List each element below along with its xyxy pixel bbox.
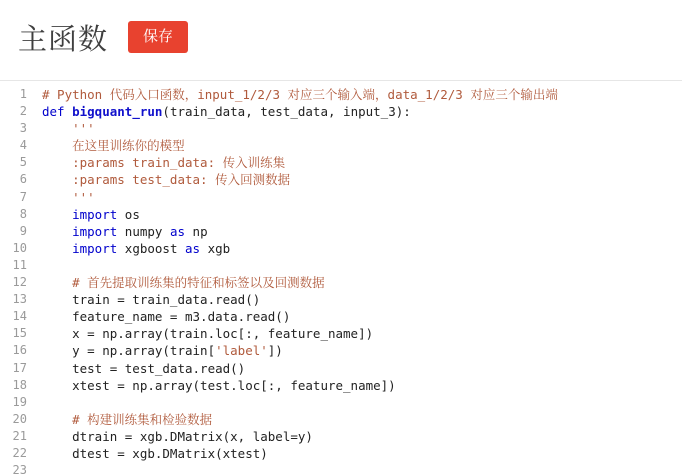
code-token: import — [72, 223, 118, 239]
line-number: 7 — [19, 189, 27, 204]
code-line[interactable] — [42, 308, 682, 325]
code-token: np — [185, 223, 208, 239]
code-line[interactable] — [42, 257, 682, 274]
code-line[interactable] — [42, 462, 682, 474]
line-number: 22 — [12, 445, 27, 460]
code-line[interactable] — [42, 103, 682, 120]
code-token: dtrain = xgb.DMatrix(x, label=y) — [42, 428, 313, 444]
line-number: 16 — [12, 343, 27, 358]
line-number: 14 — [12, 309, 27, 324]
code-line[interactable] — [42, 394, 682, 411]
code-token: ''' — [42, 121, 95, 137]
code-line[interactable] — [42, 342, 682, 359]
line-number: 1 — [19, 87, 27, 101]
code-line[interactable] — [42, 360, 682, 377]
line-number: 20 — [12, 411, 27, 426]
line-number: 10 — [12, 240, 27, 255]
code-line[interactable] — [42, 377, 682, 394]
line-number: 11 — [12, 257, 27, 272]
code-line[interactable] — [42, 206, 682, 223]
code-line[interactable] — [42, 154, 682, 171]
code-token: train = train_data.read() — [42, 292, 261, 308]
code-token: feature_name = m3.data.read() — [42, 309, 291, 325]
code-line[interactable] — [42, 189, 682, 206]
line-number: 13 — [12, 292, 27, 307]
code-area[interactable] — [0, 81, 682, 474]
line-number: 21 — [12, 428, 27, 443]
code-token: import — [72, 206, 118, 222]
code-token: xtest = np.array(test.loc[:, feature_name]) — [42, 377, 396, 393]
code-token — [42, 207, 72, 222]
code-token: 'label' — [215, 343, 268, 359]
code-token: :params train_data: 传入训练集 — [42, 155, 286, 171]
code-token: def — [42, 104, 73, 120]
line-number: 18 — [12, 377, 27, 392]
code-line[interactable] — [42, 223, 682, 240]
code-line[interactable] — [42, 137, 682, 154]
code-line[interactable] — [42, 291, 682, 308]
page-header — [0, 0, 682, 72]
code-content[interactable] — [34, 81, 682, 474]
code-token: y = np.array(train[ — [42, 343, 216, 359]
code-token: ]) — [267, 343, 283, 359]
code-token: # Python 代码入口函数，input_1/2/3 对应三个输入端，data_1/2/3 对应三个输出端 — [42, 87, 558, 102]
code-token: os — [117, 206, 140, 222]
code-token: :params test_data: 传入回测数据 — [42, 172, 291, 188]
code-token: test = test_data.read() — [42, 360, 246, 376]
line-number: 2 — [19, 104, 27, 119]
line-number: 19 — [12, 394, 27, 409]
line-number: 15 — [12, 326, 27, 341]
code-token — [42, 241, 72, 256]
code-line[interactable] — [42, 171, 682, 188]
line-number: 9 — [19, 223, 27, 238]
page-title: 主函数 — [18, 21, 109, 56]
code-token: import — [72, 240, 118, 256]
code-token: # 首先提取训练集的特征和标签以及回测数据 — [42, 275, 325, 291]
code-token: xgboost — [117, 240, 185, 256]
code-token: numpy — [117, 223, 170, 239]
code-line[interactable] — [42, 120, 682, 137]
code-token: as — [169, 223, 186, 239]
code-token: (train_data, test_data, input_3): — [162, 104, 411, 120]
code-line[interactable] — [42, 274, 682, 291]
line-number-gutter — [0, 81, 34, 474]
line-number: 12 — [12, 275, 27, 290]
code-line[interactable] — [42, 428, 682, 445]
code-token: ''' — [42, 189, 95, 205]
code-token: bigquant_run — [72, 104, 163, 120]
line-number: 3 — [19, 121, 27, 136]
line-number: 5 — [19, 155, 27, 170]
code-token: xgb — [200, 240, 231, 256]
line-number: 4 — [19, 138, 27, 153]
save-button[interactable]: 保存 — [128, 21, 188, 53]
code-line[interactable] — [42, 240, 682, 257]
code-line[interactable] — [42, 411, 682, 428]
code-token: dtest = xgb.DMatrix(xtest) — [42, 445, 268, 461]
code-token — [42, 224, 72, 239]
code-editor[interactable] — [0, 80, 682, 474]
line-number: 6 — [19, 172, 27, 187]
code-line[interactable] — [42, 445, 682, 462]
code-token: # 构建训练集和检验数据 — [42, 411, 213, 427]
code-line[interactable] — [42, 86, 682, 103]
line-number: 8 — [19, 206, 27, 221]
line-number: 17 — [12, 360, 27, 375]
line-number: 23 — [12, 463, 27, 474]
code-line[interactable] — [42, 325, 682, 342]
code-token: x = np.array(train.loc[:, feature_name]) — [42, 326, 374, 342]
code-token: as — [185, 240, 201, 256]
code-token: 在这里训练你的模型 — [42, 138, 185, 154]
